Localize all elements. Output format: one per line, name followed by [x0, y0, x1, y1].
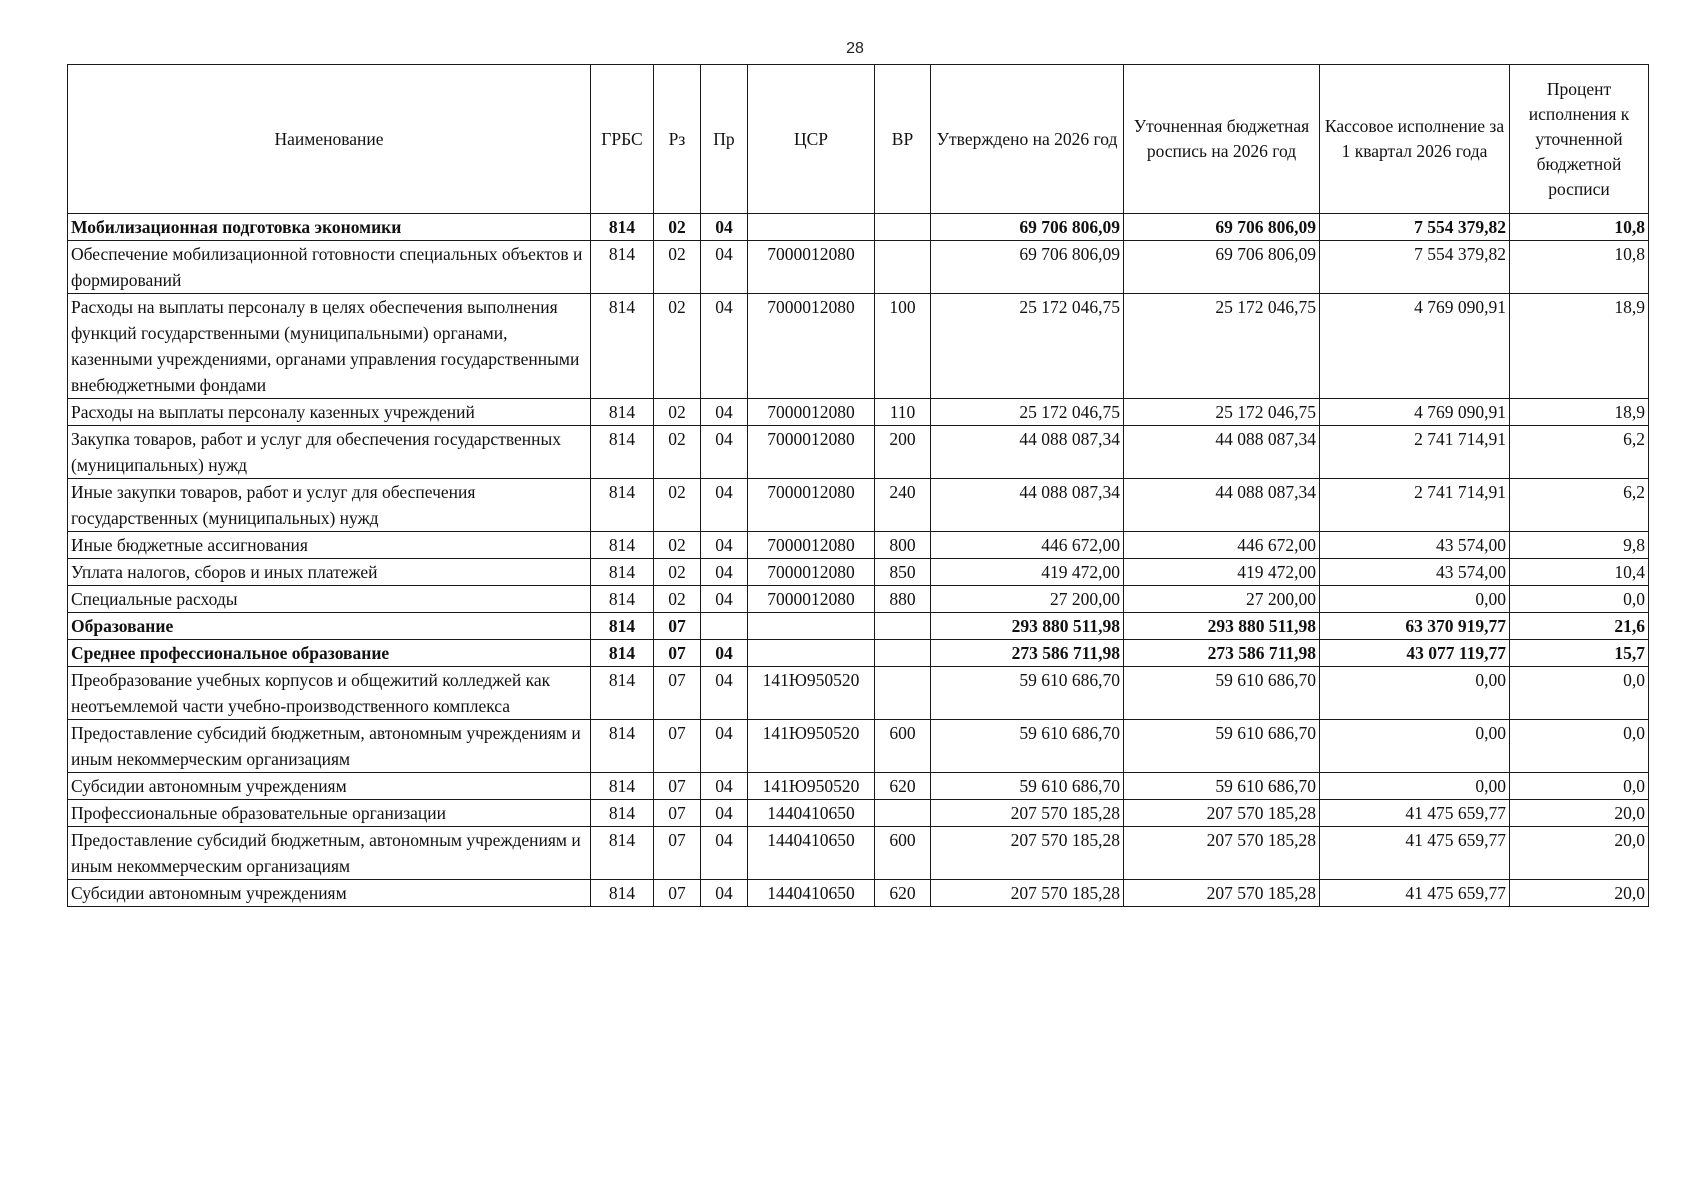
- cell-name: Обеспечение мобилизационной готовности специальных объектов и формирований: [68, 241, 591, 294]
- header-approved: Утверждено на 2026 год: [931, 65, 1124, 214]
- cell-percent: 10,8: [1510, 241, 1649, 294]
- cell-csr: 7000012080: [748, 586, 875, 613]
- cell-rz: 02: [654, 532, 701, 559]
- cell-approved: 44 088 087,34: [931, 479, 1124, 532]
- cell-grbs: 814: [591, 640, 654, 667]
- cell-rz: 02: [654, 399, 701, 426]
- cell-cash: 2 741 714,91: [1320, 479, 1510, 532]
- table-row: [68, 640, 1649, 667]
- cell-refined: 69 706 806,09: [1124, 214, 1320, 241]
- cell-cash: 43 077 119,77: [1320, 640, 1510, 667]
- cell-rz: 02: [654, 559, 701, 586]
- table-row: [68, 880, 1649, 907]
- cell-rz: 07: [654, 773, 701, 800]
- cell-grbs: 814: [591, 559, 654, 586]
- cell-approved: 419 472,00: [931, 559, 1124, 586]
- cell-pr: 04: [701, 880, 748, 907]
- cell-csr: 141Ю950520: [748, 720, 875, 773]
- cell-name: Профессиональные образовательные организации: [68, 800, 591, 827]
- cell-refined: 273 586 711,98: [1124, 640, 1320, 667]
- header-vr: ВР: [875, 65, 931, 214]
- cell-approved: 207 570 185,28: [931, 800, 1124, 827]
- cell-vr: [875, 667, 931, 720]
- cell-grbs: 814: [591, 532, 654, 559]
- cell-percent: 20,0: [1510, 880, 1649, 907]
- cell-approved: 69 706 806,09: [931, 214, 1124, 241]
- cell-vr: [875, 613, 931, 640]
- cell-pr: 04: [701, 586, 748, 613]
- cell-rz: 02: [654, 426, 701, 479]
- header-name: Наименование: [68, 65, 591, 214]
- cell-csr: 7000012080: [748, 241, 875, 294]
- cell-cash: 2 741 714,91: [1320, 426, 1510, 479]
- cell-vr: 600: [875, 720, 931, 773]
- cell-pr: 04: [701, 241, 748, 294]
- cell-vr: 620: [875, 880, 931, 907]
- cell-percent: 9,8: [1510, 532, 1649, 559]
- cell-csr: 141Ю950520: [748, 773, 875, 800]
- header-refined: Уточненная бюджетная роспись на 2026 год: [1124, 65, 1320, 214]
- table-row: [68, 532, 1649, 559]
- cell-csr: [748, 640, 875, 667]
- cell-rz: 07: [654, 880, 701, 907]
- cell-vr: 620: [875, 773, 931, 800]
- cell-cash: 4 769 090,91: [1320, 294, 1510, 399]
- cell-pr: 04: [701, 720, 748, 773]
- table-row: [68, 399, 1649, 426]
- cell-approved: 59 610 686,70: [931, 773, 1124, 800]
- cell-refined: 419 472,00: [1124, 559, 1320, 586]
- table-header-row: [68, 65, 1649, 214]
- cell-pr: 04: [701, 399, 748, 426]
- cell-csr: [748, 214, 875, 241]
- cell-vr: 200: [875, 426, 931, 479]
- cell-cash: 0,00: [1320, 586, 1510, 613]
- cell-rz: 02: [654, 241, 701, 294]
- cell-cash: 63 370 919,77: [1320, 613, 1510, 640]
- cell-approved: 44 088 087,34: [931, 426, 1124, 479]
- cell-csr: 141Ю950520: [748, 667, 875, 720]
- cell-percent: 6,2: [1510, 479, 1649, 532]
- cell-name: Закупка товаров, работ и услуг для обеспечения государственных (муниципальных) нужд: [68, 426, 591, 479]
- cell-name: Среднее профессиональное образование: [68, 640, 591, 667]
- header-grbs: ГРБС: [591, 65, 654, 214]
- cell-pr: 04: [701, 773, 748, 800]
- cell-percent: 0,0: [1510, 773, 1649, 800]
- cell-csr: 7000012080: [748, 294, 875, 399]
- cell-refined: 59 610 686,70: [1124, 773, 1320, 800]
- cell-vr: 240: [875, 479, 931, 532]
- cell-vr: 100: [875, 294, 931, 399]
- cell-approved: 273 586 711,98: [931, 640, 1124, 667]
- cell-approved: 207 570 185,28: [931, 880, 1124, 907]
- cell-pr: 04: [701, 559, 748, 586]
- cell-percent: 6,2: [1510, 426, 1649, 479]
- cell-grbs: 814: [591, 479, 654, 532]
- cell-name: Специальные расходы: [68, 586, 591, 613]
- cell-approved: 293 880 511,98: [931, 613, 1124, 640]
- cell-percent: 20,0: [1510, 800, 1649, 827]
- cell-grbs: 814: [591, 426, 654, 479]
- cell-refined: 446 672,00: [1124, 532, 1320, 559]
- header-percent: Процент исполнения к уточненной бюджетной росписи: [1510, 65, 1649, 214]
- table-row: [68, 586, 1649, 613]
- table-row: [68, 800, 1649, 827]
- cell-vr: [875, 214, 931, 241]
- cell-rz: 02: [654, 214, 701, 241]
- cell-cash: 43 574,00: [1320, 559, 1510, 586]
- cell-approved: 25 172 046,75: [931, 399, 1124, 426]
- table-row: [68, 479, 1649, 532]
- cell-grbs: 814: [591, 800, 654, 827]
- cell-rz: 07: [654, 640, 701, 667]
- cell-refined: 69 706 806,09: [1124, 241, 1320, 294]
- cell-pr: 04: [701, 294, 748, 399]
- cell-refined: 59 610 686,70: [1124, 720, 1320, 773]
- cell-cash: 0,00: [1320, 667, 1510, 720]
- cell-cash: 7 554 379,82: [1320, 214, 1510, 241]
- cell-grbs: 814: [591, 880, 654, 907]
- cell-name: Преобразование учебных корпусов и общежитий колледжей как неотъемлемой части учебно-производственного комплекса: [68, 667, 591, 720]
- cell-approved: 207 570 185,28: [931, 827, 1124, 880]
- cell-rz: 02: [654, 294, 701, 399]
- header-cash: Кассовое исполнение за 1 квартал 2026 года: [1320, 65, 1510, 214]
- cell-grbs: 814: [591, 241, 654, 294]
- cell-approved: 59 610 686,70: [931, 720, 1124, 773]
- cell-pr: 04: [701, 532, 748, 559]
- cell-name: Расходы на выплаты персоналу казенных учреждений: [68, 399, 591, 426]
- cell-refined: 25 172 046,75: [1124, 294, 1320, 399]
- cell-rz: 07: [654, 613, 701, 640]
- header-pr: Пр: [701, 65, 748, 214]
- cell-grbs: 814: [591, 827, 654, 880]
- table-row: [68, 214, 1649, 241]
- cell-grbs: 814: [591, 667, 654, 720]
- cell-name: Субсидии автономным учреждениям: [68, 880, 591, 907]
- cell-pr: 04: [701, 667, 748, 720]
- cell-grbs: 814: [591, 586, 654, 613]
- cell-rz: 07: [654, 667, 701, 720]
- cell-grbs: 814: [591, 773, 654, 800]
- cell-percent: 21,6: [1510, 613, 1649, 640]
- cell-pr: 04: [701, 426, 748, 479]
- cell-vr: 800: [875, 532, 931, 559]
- cell-vr: 850: [875, 559, 931, 586]
- cell-csr: 7000012080: [748, 399, 875, 426]
- table-row: [68, 773, 1649, 800]
- cell-grbs: 814: [591, 294, 654, 399]
- cell-grbs: 814: [591, 214, 654, 241]
- cell-refined: 59 610 686,70: [1124, 667, 1320, 720]
- cell-csr: 1440410650: [748, 827, 875, 880]
- page-number: 28: [846, 40, 864, 57]
- table-row: [68, 667, 1649, 720]
- cell-refined: 207 570 185,28: [1124, 880, 1320, 907]
- cell-refined: 207 570 185,28: [1124, 800, 1320, 827]
- cell-percent: 15,7: [1510, 640, 1649, 667]
- cell-percent: 0,0: [1510, 720, 1649, 773]
- table-row: [68, 241, 1649, 294]
- cell-refined: 44 088 087,34: [1124, 479, 1320, 532]
- table-row: [68, 294, 1649, 399]
- cell-refined: 25 172 046,75: [1124, 399, 1320, 426]
- cell-percent: 20,0: [1510, 827, 1649, 880]
- cell-name: Иные бюджетные ассигнования: [68, 532, 591, 559]
- cell-refined: 44 088 087,34: [1124, 426, 1320, 479]
- cell-percent: 10,4: [1510, 559, 1649, 586]
- cell-refined: 293 880 511,98: [1124, 613, 1320, 640]
- cell-csr: 7000012080: [748, 559, 875, 586]
- cell-name: Уплата налогов, сборов и иных платежей: [68, 559, 591, 586]
- cell-csr: 1440410650: [748, 880, 875, 907]
- cell-refined: 27 200,00: [1124, 586, 1320, 613]
- cell-vr: 600: [875, 827, 931, 880]
- cell-cash: 41 475 659,77: [1320, 800, 1510, 827]
- cell-pr: 04: [701, 214, 748, 241]
- cell-cash: 41 475 659,77: [1320, 880, 1510, 907]
- table-row: [68, 720, 1649, 773]
- cell-approved: 69 706 806,09: [931, 241, 1124, 294]
- cell-csr: 7000012080: [748, 426, 875, 479]
- table-row: [68, 827, 1649, 880]
- cell-rz: 02: [654, 479, 701, 532]
- cell-refined: 207 570 185,28: [1124, 827, 1320, 880]
- table-body: [68, 214, 1649, 907]
- cell-pr: 04: [701, 640, 748, 667]
- cell-rz: 07: [654, 827, 701, 880]
- cell-percent: 10,8: [1510, 214, 1649, 241]
- cell-cash: 7 554 379,82: [1320, 241, 1510, 294]
- cell-grbs: 814: [591, 720, 654, 773]
- cell-cash: 43 574,00: [1320, 532, 1510, 559]
- cell-name: Иные закупки товаров, работ и услуг для обеспечения государственных (муниципальных) нужд: [68, 479, 591, 532]
- cell-percent: 18,9: [1510, 294, 1649, 399]
- cell-percent: 0,0: [1510, 667, 1649, 720]
- cell-pr: 04: [701, 827, 748, 880]
- cell-pr: 04: [701, 479, 748, 532]
- cell-percent: 18,9: [1510, 399, 1649, 426]
- cell-name: Предоставление субсидий бюджетным, автономным учреждениям и иным некоммерческим организациям: [68, 827, 591, 880]
- header-csr: ЦСР: [748, 65, 875, 214]
- cell-csr: 7000012080: [748, 532, 875, 559]
- cell-name: Расходы на выплаты персоналу в целях обеспечения выполнения функций государственными (муниципальными) органами, казенными учреждениями, органами управления государственными внебюджетными фондами: [68, 294, 591, 399]
- budget-table: [67, 64, 1649, 907]
- cell-csr: 7000012080: [748, 479, 875, 532]
- cell-pr: 04: [701, 800, 748, 827]
- table-row: [68, 426, 1649, 479]
- table-row: [68, 559, 1649, 586]
- cell-csr: 1440410650: [748, 800, 875, 827]
- cell-approved: 25 172 046,75: [931, 294, 1124, 399]
- cell-vr: 110: [875, 399, 931, 426]
- cell-approved: 27 200,00: [931, 586, 1124, 613]
- cell-vr: 880: [875, 586, 931, 613]
- cell-approved: 59 610 686,70: [931, 667, 1124, 720]
- cell-name: Субсидии автономным учреждениям: [68, 773, 591, 800]
- cell-cash: 41 475 659,77: [1320, 827, 1510, 880]
- cell-vr: [875, 640, 931, 667]
- cell-grbs: 814: [591, 399, 654, 426]
- cell-rz: 07: [654, 720, 701, 773]
- table-row: [68, 613, 1649, 640]
- cell-percent: 0,0: [1510, 586, 1649, 613]
- cell-rz: 02: [654, 586, 701, 613]
- cell-vr: [875, 800, 931, 827]
- cell-cash: 0,00: [1320, 773, 1510, 800]
- cell-vr: [875, 241, 931, 294]
- header-rz: Рз: [654, 65, 701, 214]
- cell-name: Образование: [68, 613, 591, 640]
- cell-name: Мобилизационная подготовка экономики: [68, 214, 591, 241]
- cell-approved: 446 672,00: [931, 532, 1124, 559]
- cell-name: Предоставление субсидий бюджетным, автономным учреждениям и иным некоммерческим организациям: [68, 720, 591, 773]
- cell-grbs: 814: [591, 613, 654, 640]
- cell-cash: 0,00: [1320, 720, 1510, 773]
- cell-cash: 4 769 090,91: [1320, 399, 1510, 426]
- cell-pr: [701, 613, 748, 640]
- cell-rz: 07: [654, 800, 701, 827]
- cell-csr: [748, 613, 875, 640]
